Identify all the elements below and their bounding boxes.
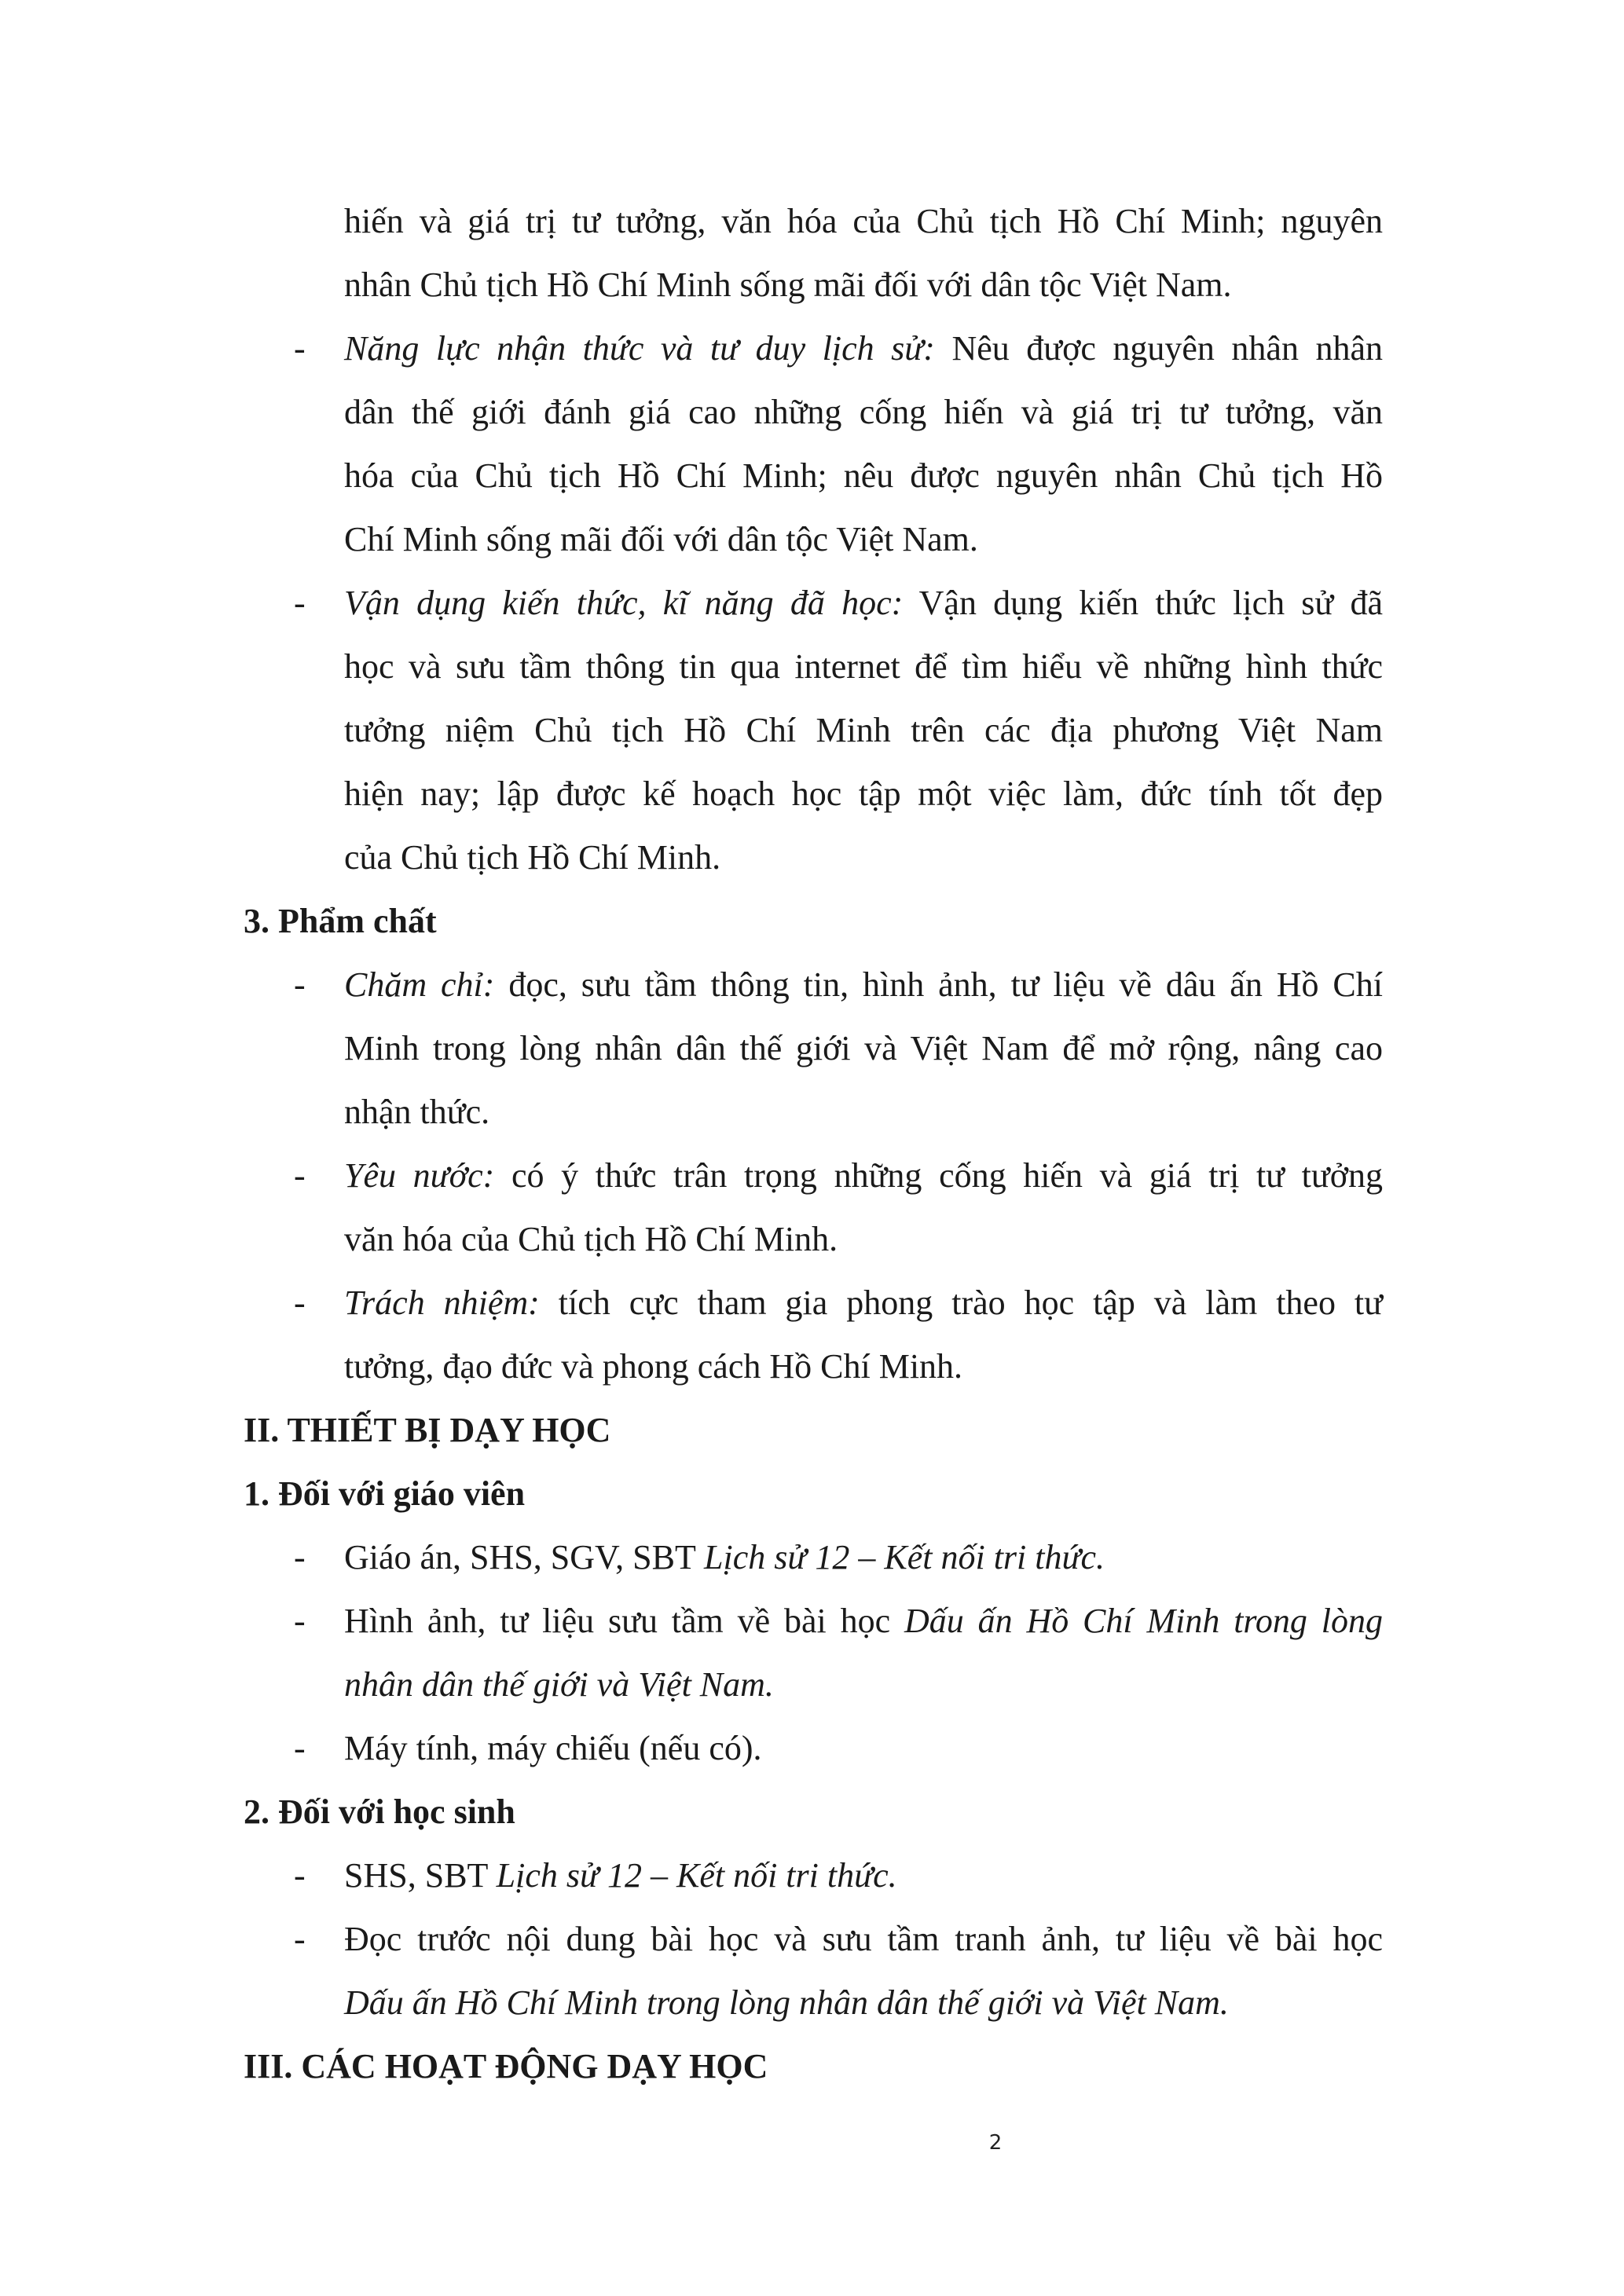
paragraph-line bbox=[344, 1661, 1383, 1708]
paragraph-line: của Chủ tịch Hồ Chí Minh. bbox=[344, 838, 721, 877]
heading-hoat-dong: III. CÁC HOẠT ĐỘNG DẠY HỌC bbox=[244, 2047, 768, 2085]
bullet-dash: - bbox=[294, 1856, 306, 1895]
lesson-title: Dấu ấn Hồ Chí Minh trong lòng bbox=[904, 1602, 1383, 1640]
list-item-nang-luc bbox=[344, 325, 1383, 372]
paragraph-line: nhận thức. bbox=[344, 1093, 490, 1131]
item-text: Hình ảnh, tư liệu sưu tầm về bài học bbox=[344, 1602, 904, 1640]
bullet-dash: - bbox=[294, 584, 306, 622]
list-item-cham-chi bbox=[344, 961, 1383, 1009]
paragraph-line: tưởng, đạo đức và phong cách Hồ Chí Minh. bbox=[344, 1347, 963, 1386]
item-text: tích cực tham gia phong trào học tập và làm theo tư bbox=[539, 1283, 1383, 1322]
bullet-dash: - bbox=[294, 965, 306, 1004]
item-text: Vận dụng kiến thức lịch sử đã bbox=[903, 584, 1383, 622]
book-title: Lịch sử 12 – Kết nối tri thức. bbox=[704, 1538, 1105, 1576]
item-text: Nêu được nguyên nhân nhân bbox=[934, 329, 1383, 368]
list-item-gv-2 bbox=[344, 1598, 1383, 1645]
page-number: 2 bbox=[988, 2131, 1003, 2155]
list-item-gv-1 bbox=[344, 1534, 1383, 1581]
item-label: Trách nhiệm: bbox=[344, 1283, 540, 1322]
bullet-dash: - bbox=[294, 1729, 306, 1767]
paragraph-line: dân thế giới đánh giá cao những cống hiến và giá trị tư tưởng, văn bbox=[344, 393, 1383, 431]
lesson-title: nhân dân thế giới và Việt Nam. bbox=[344, 1665, 774, 1704]
book-title: Lịch sử 12 – Kết nối tri thức. bbox=[496, 1856, 897, 1895]
list-item-hs-2: Đọc trước nội dung bài học và sưu tầm tranh ảnh, tư liệu về bài học bbox=[344, 1920, 1383, 1958]
bullet-dash: - bbox=[294, 1602, 306, 1640]
heading-thiet-bi: II. THIẾT BỊ DẠY HỌC bbox=[244, 1411, 611, 1449]
item-label: Chăm chỉ: bbox=[344, 965, 495, 1004]
list-item-trach-nhiem bbox=[344, 1280, 1383, 1327]
paragraph-line: hóa của Chủ tịch Hồ Chí Minh; nêu được nguyên nhân Chủ tịch Hồ bbox=[344, 456, 1383, 495]
heading-giao-vien: 1. Đối với giáo viên bbox=[244, 1474, 526, 1513]
item-label: Năng lực nhận thức và tư duy lịch sử: bbox=[344, 329, 935, 368]
paragraph-line: Minh trong lòng nhân dân thế giới và Việt Nam để mở rộng, nâng cao bbox=[344, 1029, 1383, 1067]
list-item-yeu-nuoc bbox=[344, 1152, 1383, 1199]
bullet-dash: - bbox=[294, 1156, 306, 1195]
bullet-dash: - bbox=[294, 329, 306, 368]
item-text: Giáo án, SHS, SGV, SBT bbox=[344, 1538, 705, 1576]
paragraph-line bbox=[344, 1979, 1383, 2027]
heading-pham-chat: 3. Phẩm chất bbox=[244, 902, 437, 940]
paragraph-line: Chí Minh sống mãi đối với dân tộc Việt Nam. bbox=[344, 520, 978, 558]
item-text: có ý thức trân trọng những cống hiến và giá trị tư tưởng bbox=[494, 1156, 1383, 1195]
item-text: SHS, SBT bbox=[344, 1856, 497, 1895]
paragraph-line: nhân Chủ tịch Hồ Chí Minh sống mãi đối với dân tộc Việt Nam. bbox=[344, 265, 1232, 304]
list-item-van-dung bbox=[344, 580, 1383, 627]
item-label: Vận dụng kiến thức, kĩ năng đã học: bbox=[344, 584, 904, 622]
item-label: Yêu nước: bbox=[344, 1156, 495, 1195]
paragraph-line: văn hóa của Chủ tịch Hồ Chí Minh. bbox=[344, 1220, 838, 1258]
item-text: đọc, sưu tầm thông tin, hình ảnh, tư liệu về dâu ấn Hồ Chí bbox=[494, 965, 1383, 1004]
paragraph-line: học và sưu tầm thông tin qua internet để tìm hiểu về những hình thức bbox=[344, 647, 1383, 686]
lesson-title: Dấu ấn Hồ Chí Minh trong lòng nhân dân thế giới và Việt Nam. bbox=[344, 1983, 1229, 2022]
bullet-dash: - bbox=[294, 1538, 306, 1576]
bullet-dash: - bbox=[294, 1283, 306, 1322]
bullet-dash: - bbox=[294, 1920, 306, 1958]
heading-hoc-sinh: 2. Đối với học sinh bbox=[244, 1792, 515, 1831]
paragraph-line: hiến và giá trị tư tưởng, văn hóa của Chủ tịch Hồ Chí Minh; nguyên bbox=[344, 202, 1383, 240]
list-item-gv-3: Máy tính, máy chiếu (nếu có). bbox=[344, 1729, 762, 1767]
paragraph-line: tưởng niệm Chủ tịch Hồ Chí Minh trên các địa phương Việt Nam bbox=[344, 711, 1383, 749]
list-item-hs-1 bbox=[344, 1852, 1383, 1899]
paragraph-line: hiện nay; lập được kế hoạch học tập một việc làm, đức tính tốt đẹp bbox=[344, 774, 1383, 813]
